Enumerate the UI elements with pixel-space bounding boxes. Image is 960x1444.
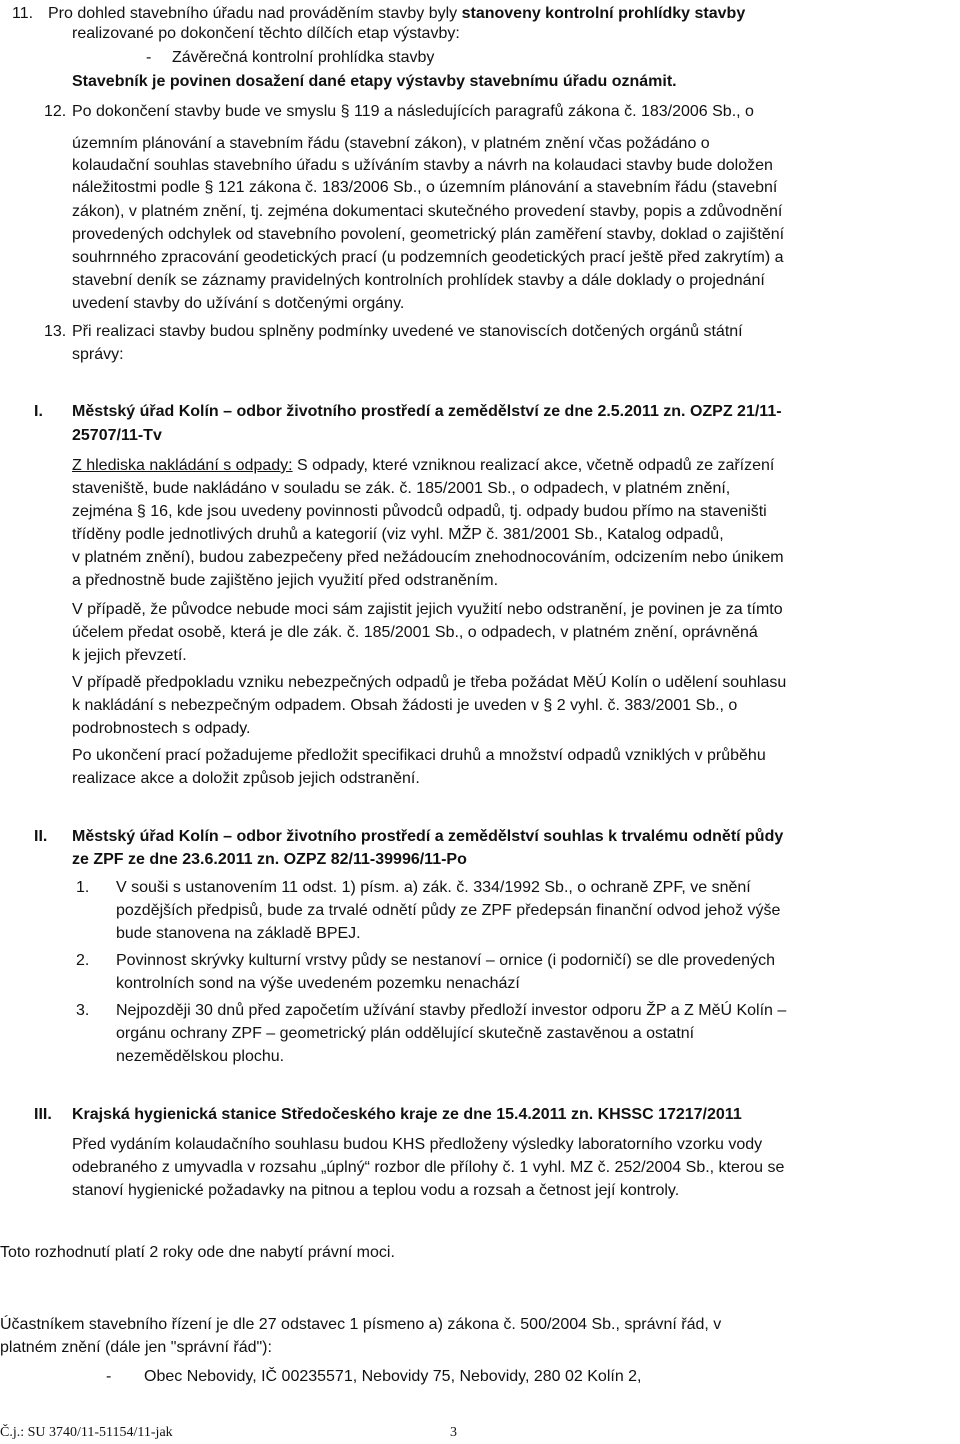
section-I-heading-1: Městský úřad Kolín – odbor životního prostředí a zemědělství ze dne 2.5.2011 zn. OZPZ 21/11-	[72, 403, 782, 420]
section-I-p4-line-2: realizace akce a doložit způsob jejich odstranění.	[72, 770, 420, 787]
paragraph-symbol: §	[136, 503, 146, 520]
section-I-p2-line-3: k jejich převzetí.	[72, 647, 187, 664]
section-III-line-3: stanoví hygienické požadavky na pitnou a teplou vodu a rozsah a četnost její kontroly.	[72, 1182, 680, 1199]
section-II-item-2-number: 2.	[76, 952, 90, 969]
section-I-p1-line-1: Z hlediska nakládání s odpady: S odpady, které vzniknou realizací akce, včetně odpadů ze zařízení	[72, 457, 775, 474]
bullet-dash: -	[106, 1368, 112, 1385]
participants-line-2: platném znění (dále jen "správní řád"):	[0, 1339, 272, 1356]
paragraph-symbol: §	[543, 697, 553, 714]
section-II-item-3-line-3: nezemědělskou plochu.	[116, 1048, 285, 1065]
section-II-heading-2: ze ZPF ze dne 23.6.2011 zn. OZPZ 82/11-39996/11-Po	[72, 851, 467, 868]
section-III-line-1: Před vydáním kolaudačního souhlasu budou KHS předloženy výsledky laboratorního vzorku vody	[72, 1136, 763, 1153]
section-I-p1-line-2: staveniště, bude nakládáno v souladu se zák. č. 185/2001 Sb., o odpadech, v platném znění,	[72, 480, 731, 497]
section-I-p2-line-1: V případě, že původce nebude moci sám zajistit jejich využití nebo odstranění, je povinen je za tímto	[72, 601, 783, 618]
section-I-p2-line-2: účelem předat osobě, která je dle zák. č. 185/2001 Sb., o odpadech, v platném znění, oprávněná	[72, 624, 758, 641]
section-12-line-3: kolaudační souhlas stavebního úřadu s užíváním stavby a návrh na kolaudaci stavby bude doložen	[72, 157, 773, 174]
section-I-p3-line-3: podrobnostech s odpady.	[72, 720, 251, 737]
section-I-p1-line-3: zejména § 16, kde jsou uvedeny povinnosti původců odpadů, tj. odpady budou přímo na staveništi	[72, 503, 767, 520]
page-number: 3	[450, 1425, 457, 1440]
section-II-item-3-line-2: orgánu ochrany ZPF – geometrický plán oddělující skutečně zastavěnou a ostatní	[116, 1025, 695, 1042]
section-II-item-1-line-2: pozdějších předpisů, bude za trvalé odnětí půdy ze ZPF předepsán finanční odvod jehož výše	[116, 902, 781, 919]
section-III-number: III.	[34, 1106, 52, 1123]
section-I-p3-line-1: V případě předpokladu vzniku nebezpečných odpadů je třeba požádat MěÚ Kolín o udělení souhlasu	[72, 674, 787, 691]
section-II-item-1-line-3: bude stanovena na základě BPEJ.	[116, 925, 361, 942]
section-II-item-1-number: 1.	[76, 879, 90, 896]
paragraph-symbol: §	[340, 103, 350, 120]
section-II-number: II.	[34, 828, 48, 845]
section-II-item-2-line-1: Povinnost skrývky kulturní vrstvy půdy se nestanoví – ornice (i podorničí) se dle provedených	[116, 952, 775, 969]
section-II-heading-1: Městský úřad Kolín – odbor životního prostředí a zemědělství souhlas k trvalému odnětí půdy	[72, 828, 784, 845]
section-II-item-2-line-2: kontrolních sond na výše uvedeném pozemku nenachází	[116, 975, 520, 992]
section-12-line-9: uvedení stavby do užívání s dotčenými orgány.	[72, 295, 405, 312]
section-12-line-8: stavební deník se záznamy pravidelných kontrolních prohlídek stavby a dále doklady o projednání	[72, 272, 765, 289]
section-12-number: 12.	[44, 103, 67, 120]
bullet-dash: -	[146, 49, 152, 66]
section-13-line-1: Při realizaci stavby budou splněny podmínky uvedené ve stanoviscích dotčených orgánů státní	[72, 323, 743, 340]
section-III-heading: Krajská hygienická stanice Středočeského kraje ze dne 15.4.2011 zn. KHSSC 17217/2011	[72, 1106, 742, 1123]
section-III-line-2: odebraného z umyvadla v rozsahu „úplný“ rozbor dle přílohy č. 1 vyhl. MZ č. 252/2004 Sb., kterou se	[72, 1159, 785, 1176]
section-I-number: I.	[34, 403, 43, 420]
section-12-line-6: provedených odchylek od stavebního povolení, geometrický plán zaměření stavby, doklad o zajištění	[72, 226, 785, 243]
section-I-p1-line-6: a přednostně bude zajištěno jejich využití před odstraněním.	[72, 572, 499, 589]
section-12-line-4: náležitostmi podle § 121 zákona č. 183/2006 Sb., o územním plánování a stavebním řádu (stavební	[72, 179, 778, 196]
section-12-line-7: souhrnného zpracování geodetických prací (u podzemních geodetických prací ještě před zakrytím) a	[72, 249, 784, 266]
section-11-line-1: Pro dohled stavebního úřadu nad prováděním stavby byly stanoveny kontrolní prohlídky stavby	[48, 5, 746, 22]
footer-reference: Č.j.: SU 3740/11-51154/11-jak	[0, 1425, 173, 1440]
section-11-number: 11.	[12, 5, 34, 22]
section-11-line-2: realizované po dokončení těchto dílčích etap výstavby:	[72, 25, 460, 42]
section-13-line-2: správy:	[72, 346, 124, 363]
section-I-p4-line-1: Po ukončení prací požadujeme předložit specifikaci druhů a množství odpadů vzniklých v průběhu	[72, 747, 766, 764]
section-11-bold-line: Stavebník je povinen dosažení dané etapy výstavby stavebnímu úřadu oznámit.	[72, 73, 677, 90]
participant-item: Obec Nebovidy, IČ 00235571, Nebovidy 75, Nebovidy, 280 02 Kolín 2,	[144, 1368, 642, 1385]
section-I-p1-line-5: v platném znění), budou zabezpečeny před nežádoucím znehodnocováním, odcizením nebo únikem	[72, 549, 784, 566]
section-11-item: Závěrečná kontrolní prohlídka stavby	[172, 49, 435, 66]
paragraph-symbol: §	[204, 179, 214, 196]
section-II-item-1-line-1: V souši s ustanovením 11 odst. 1) písm. a) zák. č. 334/1992 Sb., o ochraně ZPF, ve snění	[116, 879, 751, 896]
validity-statement: Toto rozhodnutí platí 2 roky ode dne nabytí právní moci.	[0, 1244, 395, 1261]
section-13-number: 13.	[44, 323, 67, 340]
participants-line-1: Účastníkem stavebního řízení je dle 27 odstavec 1 písmeno a) zákona č. 500/2004 Sb., správní řád, v	[0, 1316, 722, 1333]
section-II-item-3-number: 3.	[76, 1002, 90, 1019]
section-12-line-5: zákon), v platném znění, tj. zejména dokumentaci skutečného provedení stavby, popis a zdůvodnění	[72, 203, 783, 220]
section-I-p3-line-2: k nakládání s nebezpečným odpadem. Obsah žádosti je uveden v § 2 vyhl. č. 383/2001 Sb., o	[72, 697, 738, 714]
section-12-line-1: Po dokončení stavby bude ve smyslu § 119 a následujících paragrafů zákona č. 183/2006 Sb., o	[72, 103, 754, 120]
section-I-heading-2: 25707/11-Tv	[72, 427, 162, 444]
section-II-item-3-line-1: Nejpozději 30 dnů před započetím užívání stavby předloží investor odporu ŽP a Z MěÚ Kolín –	[116, 1002, 787, 1019]
section-12-line-2: územním plánování a stavebním řádu (stavební zákon), v platném znění včas požádáno o	[72, 135, 710, 152]
section-I-p1-line-4: tříděny podle jednotlivých druhů a kategorií (viz vyhl. MŽP č. 381/2001 Sb., Katalog odpadů,	[72, 526, 724, 543]
